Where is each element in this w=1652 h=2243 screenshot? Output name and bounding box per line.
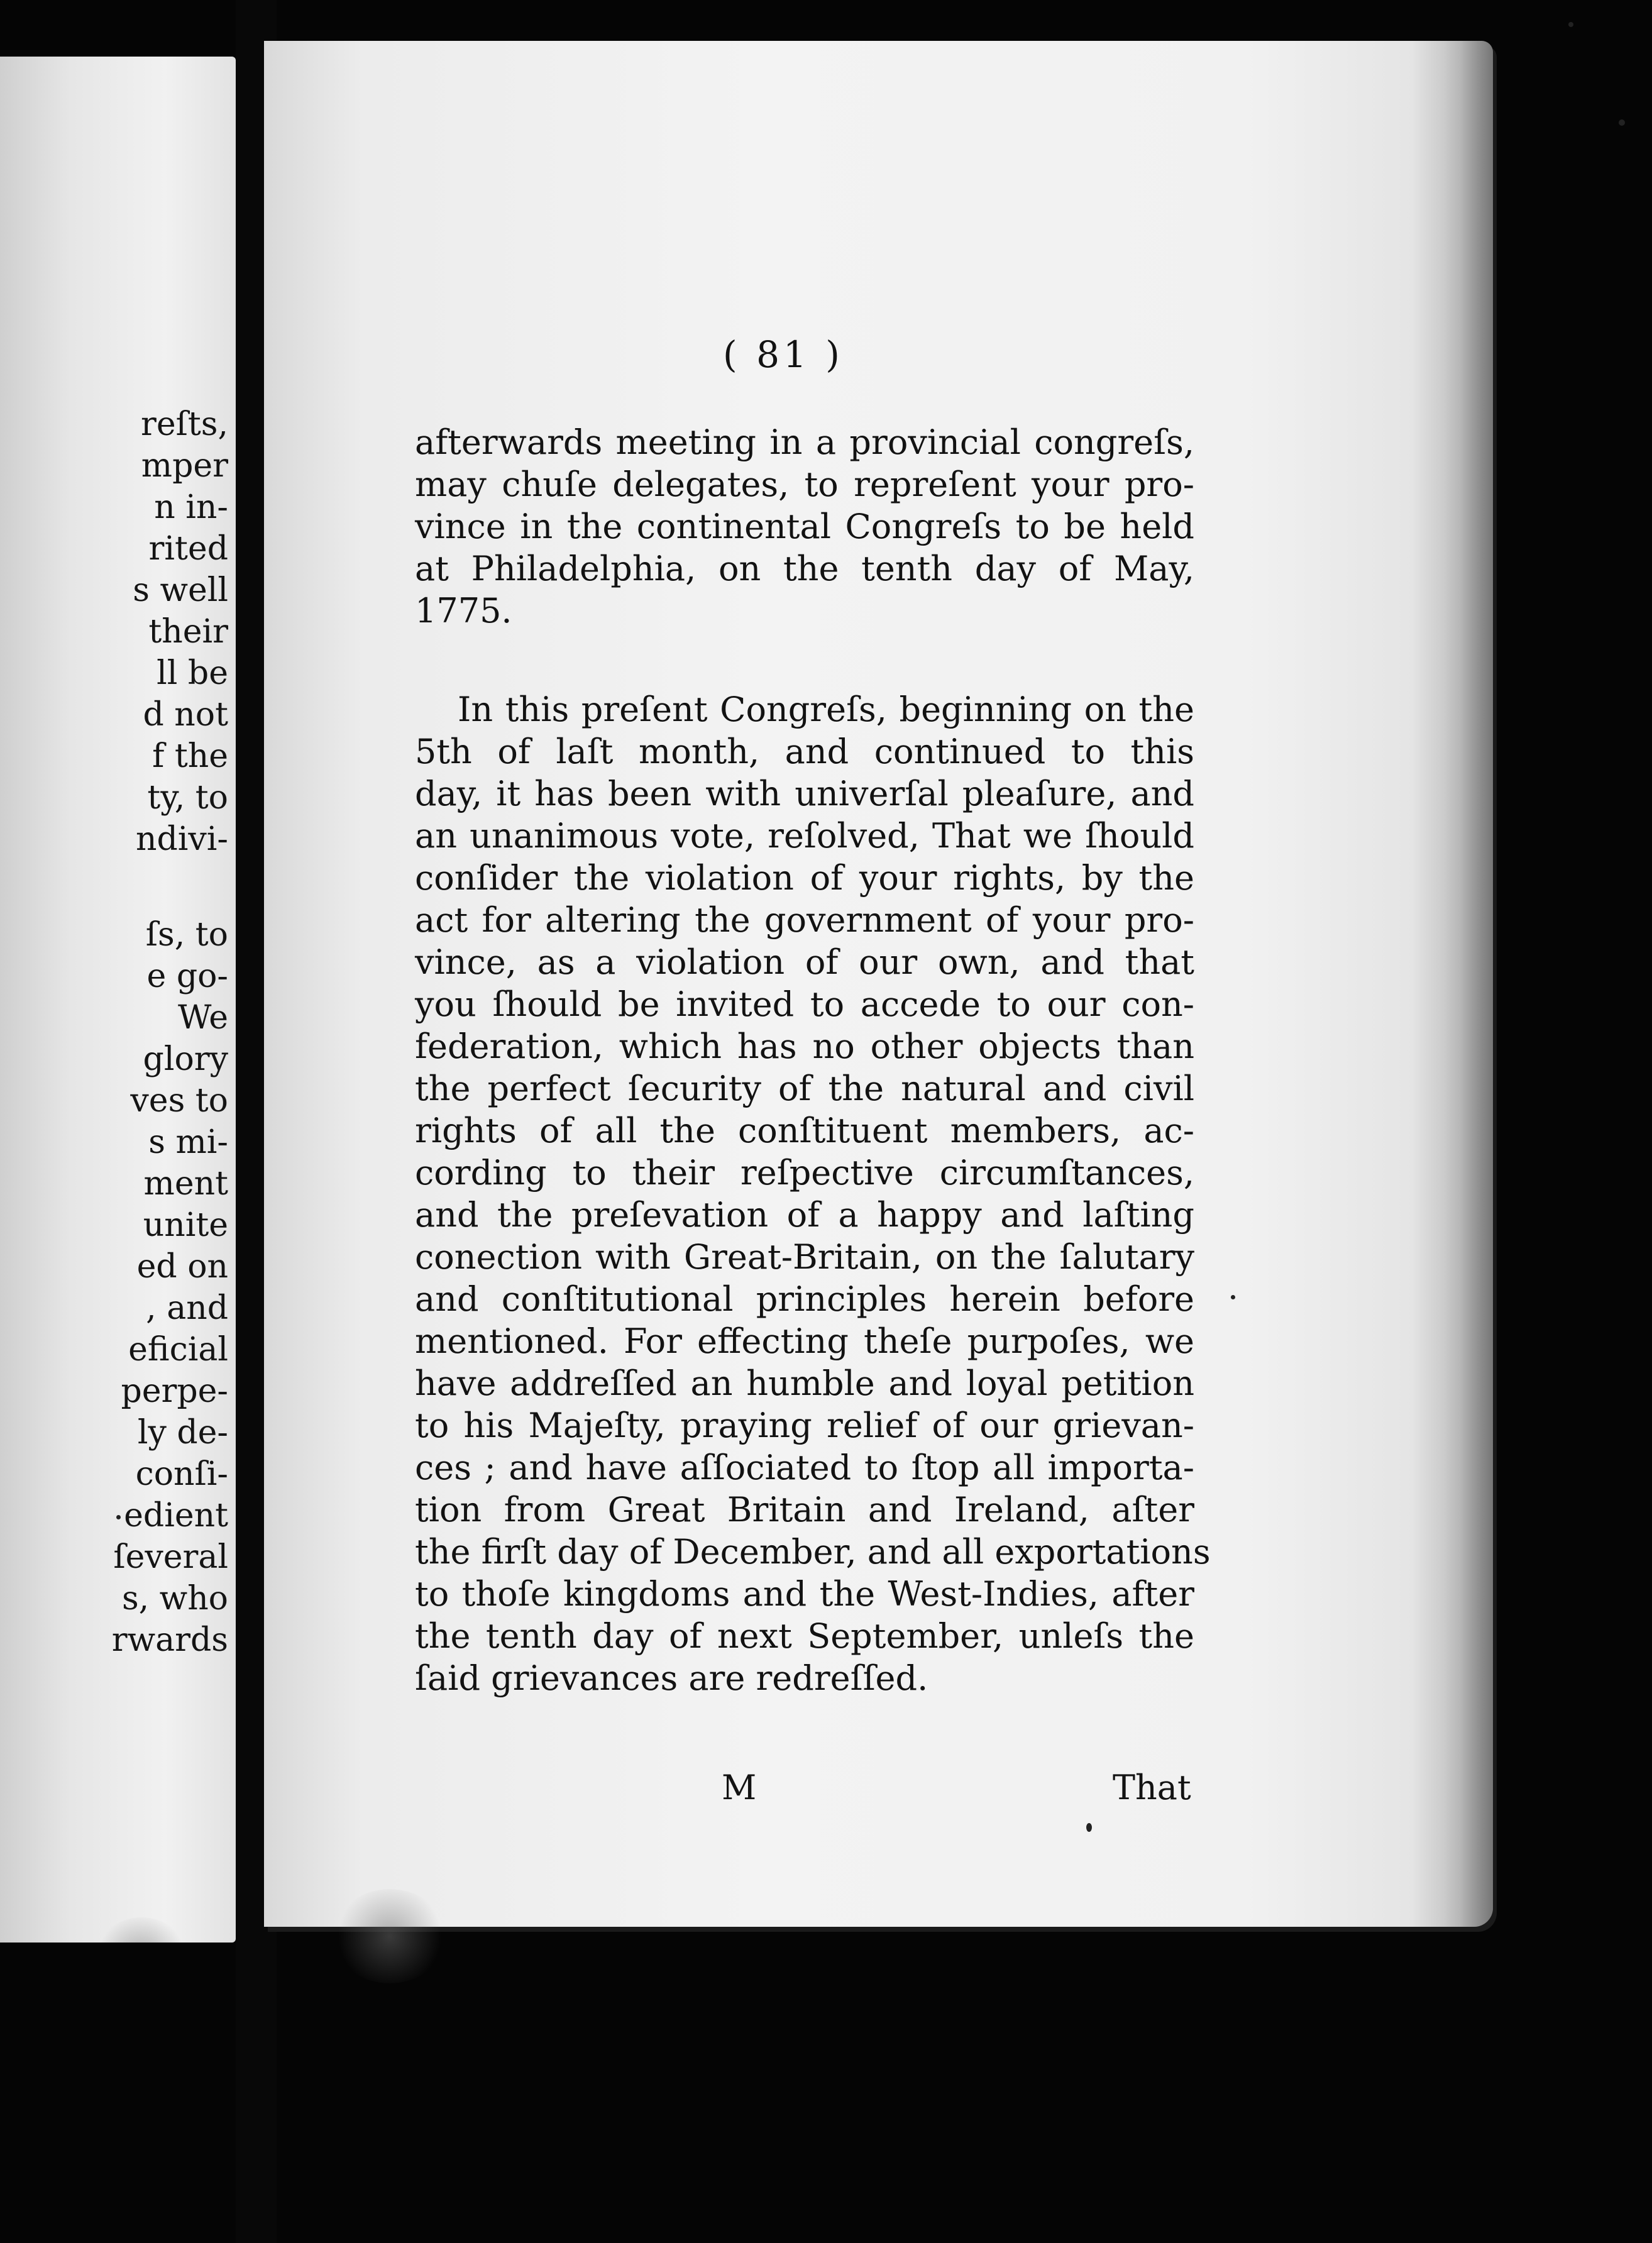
left-page-fragment-line: rited: [148, 530, 228, 568]
left-page-fragment-line: s mi-: [148, 1123, 228, 1161]
left-page-fragment-line: glory: [143, 1040, 228, 1078]
scan-speck: [1086, 1823, 1092, 1832]
scan-speck: [1619, 119, 1625, 126]
text-line: have addreſſed an humble and loyal petition: [415, 1364, 1194, 1403]
text-line: and conſtitutional principles herein before: [415, 1279, 1194, 1319]
left-page-fragment-line: f the: [152, 737, 228, 775]
scan-speck: [116, 1515, 121, 1519]
left-page-fragment-line: unite: [143, 1206, 228, 1244]
text-line: act for altering the government of your pro-: [415, 900, 1194, 940]
left-page-fragment-line: edient: [124, 1497, 228, 1535]
text-line: day, it has been with univerſal pleaſure, and: [415, 774, 1194, 813]
page-number: ( 81 ): [723, 333, 844, 376]
text-line: rights of all the conſtituent members, ac-: [415, 1111, 1194, 1150]
text-line: afterwards meeting in a provincial congreſs,: [415, 422, 1194, 462]
left-page-fragment-line: n in-: [154, 488, 228, 526]
left-page-fragment-line: s well: [133, 571, 228, 609]
text-line: cording to their reſpective circumſtances,: [415, 1153, 1194, 1193]
left-page-fragment-line: ſs, to: [145, 916, 228, 954]
page-edge-shadow: [1411, 41, 1493, 1927]
left-page-fragment-line: ndivi-: [136, 820, 228, 858]
page-smudge: [333, 1889, 446, 1983]
text-line: may chuſe delegates, to repreſent your pro-: [415, 465, 1194, 504]
left-page-fragment-line: reſts,: [141, 405, 228, 443]
text-line: vince in the continental Congreſs to be held: [415, 507, 1194, 546]
scan-speck: [1568, 22, 1573, 27]
text-line: conſider the violation of your rights, by the: [415, 858, 1194, 898]
text-line: mentioned. For effecting theſe purpoſes, we: [415, 1321, 1194, 1361]
left-page-fragment-line: We: [178, 999, 228, 1037]
left-page-fragment-line: rwards: [111, 1621, 228, 1659]
text-line: the tenth day of next September, unleſs the: [415, 1616, 1194, 1656]
left-page-fragment-line: ty, to: [147, 779, 228, 817]
text-line: conection with Great-Britain, on the ſalutary: [415, 1237, 1194, 1277]
text-line: federation, which has no other objects than: [415, 1027, 1194, 1066]
signature-mark: M: [722, 1768, 757, 1807]
text-line: you ſhould be invited to accede to our con-: [415, 984, 1194, 1024]
left-page-fragment-line: ſeveral: [113, 1538, 228, 1576]
left-page-fragment-line: conſi-: [135, 1455, 228, 1493]
paragraph-1: [415, 421, 1194, 632]
text-line: In this preſent Congreſs, beginning on the: [458, 690, 1194, 729]
catchword: That: [1113, 1768, 1191, 1807]
text-line: to thoſe kingdoms and the West-Indies, after: [415, 1574, 1194, 1614]
left-page-fragment-line: eficial: [128, 1331, 228, 1369]
scan-speck: [1231, 1295, 1235, 1299]
left-page-fragment-line: s, who: [121, 1580, 228, 1617]
left-page-fragment-line: d not: [143, 696, 228, 734]
left-page-smudge: [94, 1917, 189, 1943]
left-page-fragment-line: e go-: [146, 957, 228, 995]
left-page-fragment-line: their: [148, 613, 228, 651]
text-line: and the preſevation of a happy and laſting: [415, 1195, 1194, 1235]
text-line: 1775.: [415, 591, 512, 631]
text-line: to his Majeſty, praying relief of our grievan-: [415, 1406, 1194, 1445]
left-page-fragment-line: ves to: [130, 1082, 228, 1120]
left-page-fragment-line: ment: [143, 1165, 228, 1203]
left-page-fragment-line: ed on: [136, 1248, 228, 1286]
left-facing-page: [0, 57, 236, 1943]
text-line: ſaid grievances are redreſſed.: [415, 1658, 928, 1698]
left-page-fragment-line: , and: [146, 1289, 228, 1327]
text-line: the firſt day of December, and all exportations: [415, 1532, 1211, 1572]
left-page-fragment-line: ll be: [157, 654, 228, 692]
left-page-fragment-line: perpe-: [121, 1372, 228, 1410]
left-page-fragment-line: mper: [141, 447, 228, 485]
text-line: 5th of laſt month, and continued to this: [415, 732, 1194, 771]
text-line: the perfect ſecurity of the natural and civil: [415, 1069, 1194, 1108]
text-line: at Philadelphia, on the tenth day of May,: [415, 549, 1194, 588]
paragraph-2: [415, 688, 1211, 1699]
text-line: tion from Great Britain and Ireland, aſter: [415, 1490, 1194, 1529]
text-line: an unanimous vote, reſolved, That we ſhould: [415, 816, 1194, 856]
text-line: ces ; and have aſſociated to ſtop all importa-: [415, 1448, 1194, 1487]
text-line: vince, as a violation of our own, and that: [415, 942, 1194, 982]
left-page-fragment-line: ly de-: [137, 1414, 228, 1452]
